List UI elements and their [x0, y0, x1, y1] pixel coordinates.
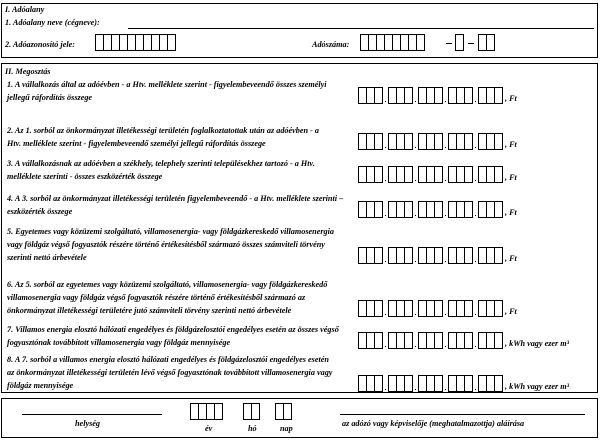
- section-title-adoalany: I. Adóalany: [5, 5, 45, 14]
- item-2-amount-cells[interactable]: [358, 133, 503, 150]
- item-2-unit: , Ft: [505, 140, 517, 149]
- item-7-unit: , kWh vagy ezer m³: [505, 339, 570, 348]
- item-8-amount-cells[interactable]: [358, 375, 503, 392]
- tax-id-cells[interactable]: [95, 34, 176, 51]
- item-7-amount-cells[interactable]: [358, 332, 503, 349]
- item-5-label-line-3: szerinti nettó árbevétele: [7, 253, 87, 262]
- tax-id-label: 2. Adóazonosító jele:: [5, 40, 75, 49]
- day-cells[interactable]: [275, 403, 292, 420]
- tax-number-cells-county[interactable]: [478, 34, 495, 51]
- tax-number-dash-2: [468, 43, 474, 44]
- place-label: helység: [75, 419, 101, 428]
- month-cells[interactable]: [243, 403, 260, 420]
- item-1-label-line-2: jellegű ráfordítás összege: [7, 93, 93, 102]
- item-8-label-line-1: 8. A 7. sorból a villamos energia elosztó hálózati engedélyes és földgázelosztói engedélyes esetén: [7, 355, 329, 364]
- item-8-unit: , kWh vagy ezer m³: [505, 382, 570, 391]
- item-4-unit: , Ft: [505, 208, 517, 217]
- section-adoalany: [1, 3, 598, 58]
- item-5-label-line-2: vagy földgáz végső fogyasztók részére történő értékesítésből származó összes számviteli törvény: [7, 240, 325, 249]
- taxpayer-name-label: 1. Adóalany neve (cégneve):: [5, 18, 100, 27]
- item-3-unit: , Ft: [505, 173, 517, 182]
- section-signature: [1, 398, 598, 438]
- signature-field[interactable]: [340, 414, 585, 415]
- section-title-megosztas: II. Megosztás: [5, 67, 51, 76]
- taxpayer-name-field[interactable]: [128, 28, 594, 29]
- item-6-amount-cells[interactable]: [358, 300, 503, 317]
- item-4-label-line-2: eszközérték összege: [7, 207, 73, 216]
- item-6-label-line-1: 6. Az 5. sorból az egyetemes vagy közüzemi szolgáltató, villamosenergia- vagy földgázkereskedő: [7, 280, 328, 289]
- item-2-label-line-2: Htv. melléklete szerint - figyelembeveendő személyi jellegű ráfordítás összege: [7, 139, 266, 148]
- item-3-amount-cells[interactable]: [358, 166, 503, 183]
- item-6-label-line-2: villamosenergia vagy földgáz végső fogyasztók részére történő értékesítésből származó az: [7, 293, 306, 302]
- year-label: év: [205, 424, 213, 433]
- item-4-label-line-1: 4. A 3. sorból az önkormányzat illetékességi területén figyelembeveendő - a Htv. melléklete szerinti –: [7, 194, 344, 203]
- place-field[interactable]: [22, 414, 162, 415]
- item-7-label-line-2: fogyasztónak továbbított villamosenergia vagy földgáz mennyisége: [7, 338, 231, 347]
- item-3-label-line-1: 3. A vállalkozásnak az adóévben a székhely, telephely szerinti településekhez tartozó - a Htv.: [7, 159, 315, 168]
- item-1-label-line-1: 1. A vállalkozás által az adóévben - a Htv. melléklete szerint - figyelembeveendő összes személyi: [7, 80, 327, 89]
- item-7-label-line-1: 7. Villamos energia elosztó hálózati engedélyes és földgázelosztói engedélyes esetén az összes végső: [7, 325, 339, 334]
- item-4-amount-cells[interactable]: [358, 201, 503, 218]
- item-5-unit: , Ft: [505, 254, 517, 263]
- tax-number-dash-1: [446, 43, 452, 44]
- tax-number-label: Adószáma:: [312, 40, 350, 49]
- item-6-unit: , Ft: [505, 307, 517, 316]
- year-cells[interactable]: [190, 403, 223, 420]
- item-5-amount-cells[interactable]: [358, 247, 503, 264]
- item-5-label-line-1: 5. Egyetemes vagy közüzemi szolgáltató, villamosenergia- vagy földgázkereskedő villamosenergia: [7, 227, 335, 236]
- item-2-label-line-1: 2. Az 1. sorból az önkormányzat illetékességi területén foglalkoztatottak után az adóévben - a: [7, 126, 319, 135]
- item-1-amount-cells[interactable]: [358, 87, 503, 104]
- day-label: nap: [280, 424, 293, 433]
- item-8-label-line-2: az önkormányzat illetékességi területén lévő végső fogyasztónak továbbított villamosenergia vagy: [7, 368, 333, 377]
- item-3-label-line-2: melléklete szerinti - összes eszközérték összege: [7, 172, 163, 181]
- tax-number-cells-vat[interactable]: [455, 34, 464, 51]
- month-label: hó: [248, 424, 257, 433]
- tax-number-cells-main[interactable]: [360, 34, 425, 51]
- item-6-label-line-3: önkormányzat illetékességi területére jutó számviteli törvény szerinti nettó árbevétele: [7, 306, 292, 315]
- item-1-unit: , Ft: [505, 94, 517, 103]
- item-8-label-line-3: földgáz mennyisége: [7, 381, 74, 390]
- signature-label: az adózó vagy képviselője (meghatalmazottja) aláírása: [342, 419, 525, 428]
